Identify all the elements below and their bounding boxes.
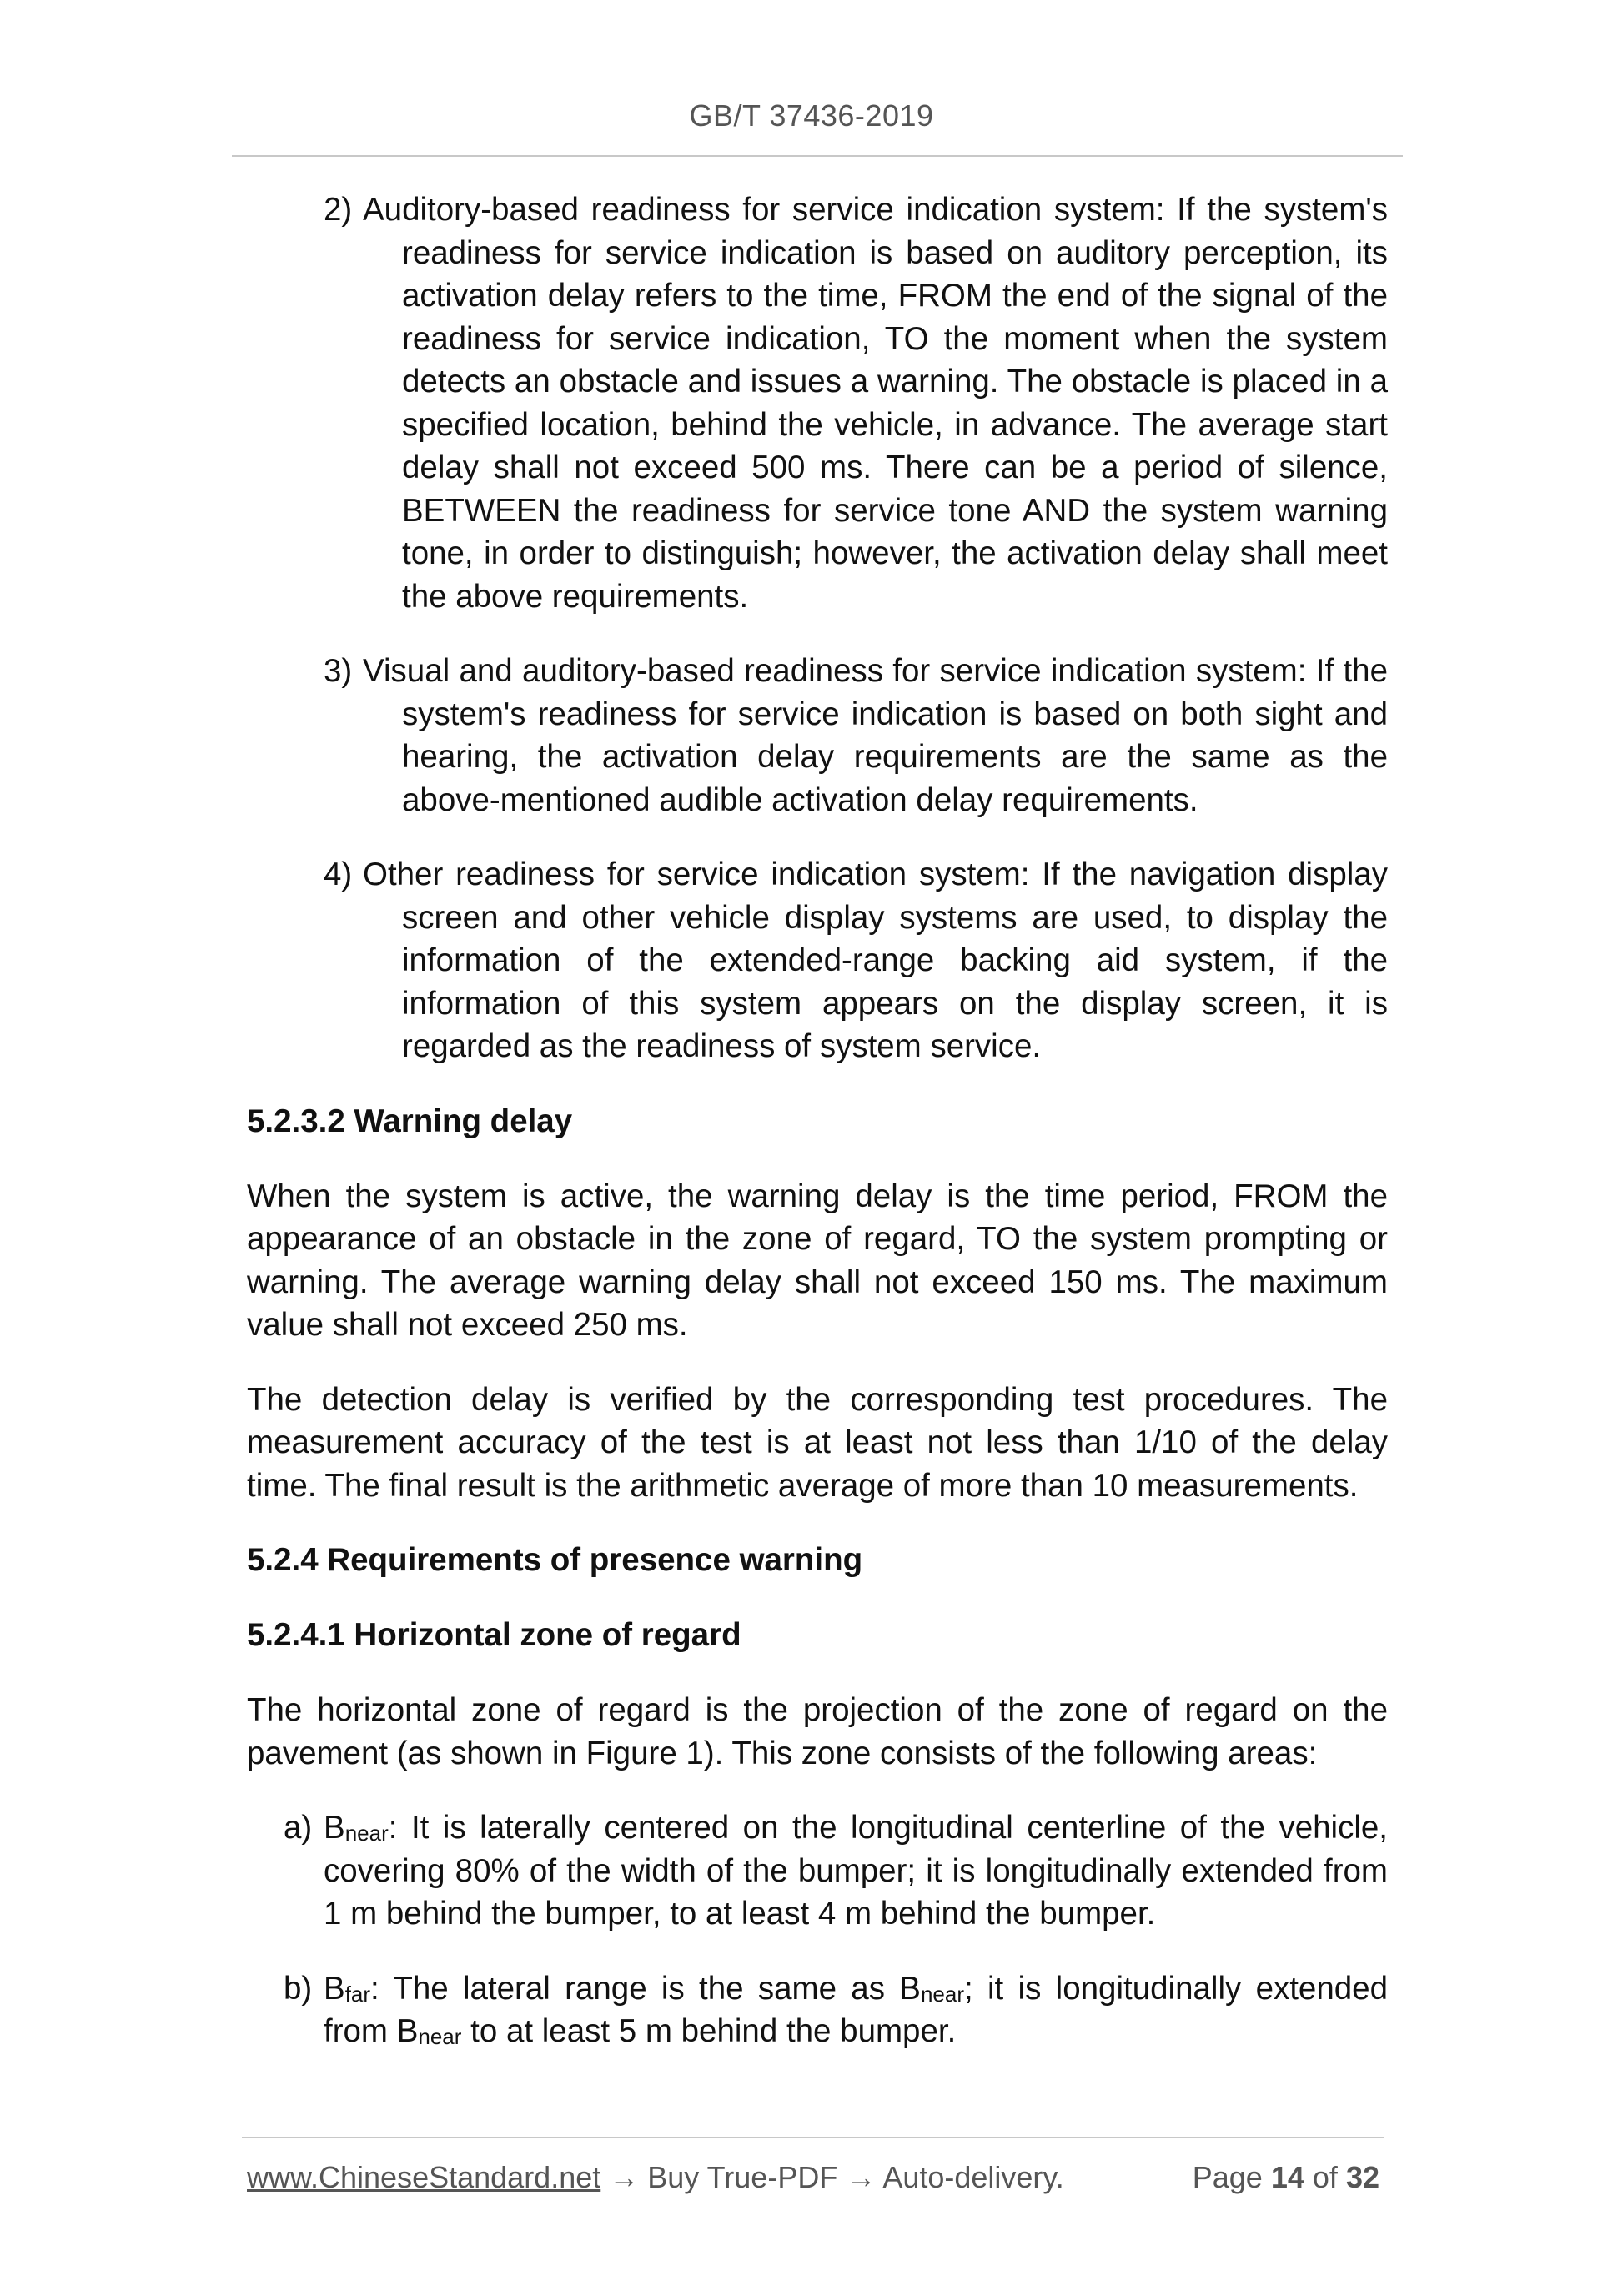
- page-label: Page: [1192, 2160, 1263, 2194]
- list-item: [247, 1806, 1388, 1936]
- subscript: near: [344, 1821, 389, 1846]
- list-item-number: 2): [324, 192, 353, 228]
- section-heading: 5.2.4 Requirements of presence warning: [247, 1542, 863, 1578]
- header-divider: [232, 155, 1403, 157]
- list-item: [247, 188, 1388, 618]
- list-item-number: 4): [324, 857, 353, 892]
- subscript: near: [418, 2024, 462, 2049]
- subscript: near: [920, 1981, 964, 2007]
- list-item-text: [324, 1967, 1388, 2053]
- page-total: 32: [1345, 2160, 1379, 2194]
- page-footer: [247, 2160, 1379, 2195]
- list-item: [247, 853, 1388, 1068]
- paragraph: The detection delay is verified by the corresponding test procedures. The measurement accuracy of the test is at least not less than 1/10 of the delay time. The final result is the arithmetic average of more than 10 measurements.: [247, 1381, 1388, 1504]
- page-indicator: [1193, 2160, 1379, 2195]
- document-body: [247, 188, 1388, 2085]
- symbol: B: [324, 1970, 345, 2007]
- website-link[interactable]: www.ChineseStandard.net: [247, 2160, 601, 2194]
- list-item-text: Other readiness for service indication system: If the navigation display screen and other vehicle display systems are used, to display the information of the extended-range backing aid system, if the information of this system appears on the display screen, it is regarded as the readiness of system service.: [363, 857, 1388, 1064]
- text-run: ; it is longitudinally extended from B: [324, 1970, 1388, 2049]
- page-number: 14: [1270, 2160, 1304, 2194]
- subscript: far: [344, 1981, 371, 2007]
- list-item-letter: b): [284, 1970, 313, 2007]
- list-item-text: Visual and auditory-based readiness for service indication system: If the system's readiness for service indication is based on both sight and hearing, the activation delay requirements are the same as the above-mentioned audible activation delay requirements.: [363, 653, 1388, 818]
- text-run: : It is laterally centered on the longitudinal centerline of the vehicle, covering 80% of the width of the bumper; it is longitudinally extended from 1 m behind the bumper, to at least 4 m behind the bumper.: [324, 1810, 1388, 1932]
- list-item-letter: a): [284, 1810, 313, 1846]
- list-item-text: [324, 1806, 1388, 1936]
- footer-divider: [242, 2137, 1384, 2138]
- list-item-number: 3): [324, 653, 353, 689]
- paragraph: When the system is active, the warning delay is the time period, FROM the appearance of an obstacle in the zone of regard, TO the system prompting or warning. The average warning delay shall not exceed 150 ms. The maximum value shall not exceed 250 ms.: [247, 1178, 1388, 1343]
- text-run: : The lateral range is the same as B: [370, 1970, 921, 2007]
- symbol: B: [324, 1810, 345, 1846]
- page-header: GB/T 37436-2019: [689, 98, 934, 133]
- text-run: to at least 5 m behind the bumper.: [461, 2013, 957, 2049]
- section-heading: 5.2.4.1 Horizontal zone of regard: [247, 1617, 741, 1653]
- list-item: [247, 650, 1388, 821]
- list-item: [247, 1967, 1388, 2053]
- section-heading: 5.2.3.2 Warning delay: [247, 1103, 573, 1139]
- list-item-text: Auditory-based readiness for service indication system: If the system's readiness for service indication is based on auditory perception, its activation delay refers to the time, FROM the end of the signal of the readiness for service indication, TO the moment when the system detects an obstacle and issues a warning. The obstacle is placed in a specified location, behind the vehicle, in advance. The average start delay shall not exceed 500 ms. There can be a period of silence, BETWEEN the readiness for service tone AND the system warning tone, in order to distinguish; however, the activation delay shall meet the above requirements.: [363, 192, 1388, 615]
- of-label: of: [1312, 2160, 1338, 2194]
- footer-promo: → Buy True-PDF → Auto-delivery.: [600, 2160, 1064, 2194]
- paragraph: The horizontal zone of regard is the projection of the zone of regard on the pavement (as shown in Figure 1). This zone consists of the following areas:: [247, 1692, 1388, 1771]
